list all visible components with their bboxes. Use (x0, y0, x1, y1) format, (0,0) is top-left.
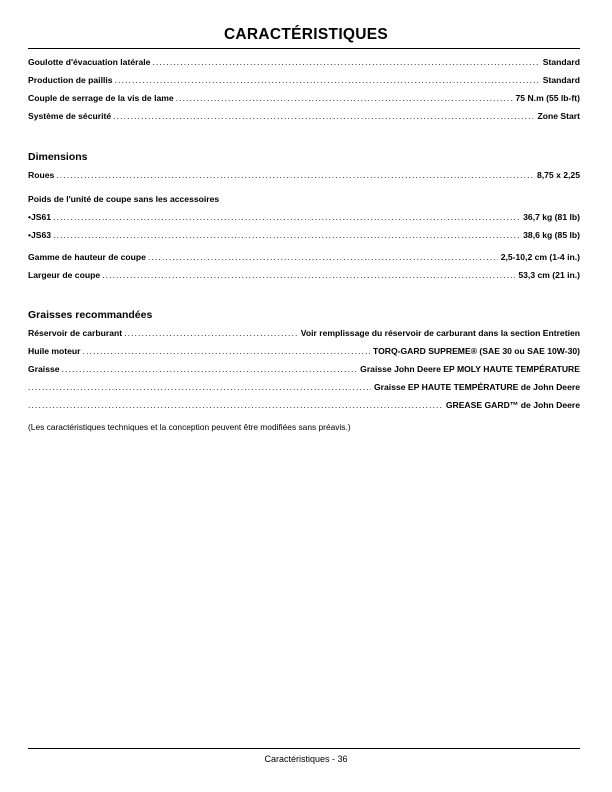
spec-label: Goulotte d'évacuation latérale (28, 57, 151, 67)
spec-row (28, 89, 580, 107)
spec-label: Gamme de hauteur de coupe (28, 252, 146, 262)
spec-label: Roues (28, 170, 55, 180)
spec-row (28, 324, 580, 342)
disclaimer-note: (Les caractéristiques techniques et la conception peuvent être modifiées sans préavis.) (28, 422, 351, 432)
spec-value: GREASE GARD™ de John Deere (445, 400, 580, 410)
greases-section (28, 306, 580, 414)
spec-value: Standard (542, 57, 580, 67)
leader-dots (102, 266, 515, 284)
leader-dots (152, 53, 539, 71)
spec-label: Réservoir de carburant (28, 328, 123, 338)
leader-dots (56, 166, 534, 184)
spec-value: 8,75 x 2,25 (536, 170, 580, 180)
title-divider (28, 48, 580, 49)
spec-row (28, 378, 580, 396)
leader-dots (148, 248, 498, 266)
leader-dots (53, 226, 520, 244)
spec-value: 53,3 cm (21 in.) (518, 270, 580, 280)
spec-label: Couple de serrage de la vis de lame (28, 93, 174, 103)
spec-row (28, 71, 580, 89)
spec-row (28, 208, 580, 226)
leader-dots (53, 208, 520, 226)
spec-label: Graisse (28, 364, 60, 374)
spec-label: Largeur de coupe (28, 270, 101, 280)
spec-value: Graisse John Deere EP MOLY HAUTE TEMPÉRATURE (360, 364, 580, 374)
spec-value: Zone Start (537, 111, 580, 121)
spec-row (28, 342, 580, 360)
footer-divider (28, 748, 580, 749)
section-heading-greases: Graisses recommandées (28, 309, 153, 321)
leader-dots (28, 396, 443, 414)
spec-value: TORQ-GARD SUPREME® (SAE 30 ou SAE 10W-30) (372, 346, 580, 356)
spec-row (28, 396, 580, 414)
spec-value: Voir remplissage du réservoir de carburant dans la section Entretien (300, 328, 580, 338)
spec-label: •JS63 (28, 230, 52, 240)
spec-row (28, 107, 580, 125)
leader-dots (113, 107, 534, 125)
spec-row (28, 166, 580, 184)
spec-value: Graisse EP HAUTE TEMPÉRATURE de John Deere (374, 382, 580, 392)
spec-value: Standard (542, 75, 580, 85)
general-specs (28, 53, 580, 125)
page-footer: Caractéristiques - 36 (264, 754, 348, 764)
leader-dots (124, 324, 298, 342)
leader-dots (62, 360, 358, 378)
spec-value: 2,5-10,2 cm (1-4 in.) (500, 252, 580, 262)
spec-value: 36,7 kg (81 lb) (523, 212, 580, 222)
spec-row (28, 53, 580, 71)
dimensions-section (28, 148, 580, 284)
leader-dots (28, 378, 371, 396)
spec-label: •JS61 (28, 212, 52, 222)
spec-row (28, 360, 580, 378)
weight-subheading: Poids de l'unité de coupe sans les accessoires (28, 194, 220, 204)
leader-dots (83, 342, 370, 360)
spec-row (28, 266, 580, 284)
spec-label: Système de sécurité (28, 111, 112, 121)
leader-dots (115, 71, 540, 89)
section-heading-dimensions: Dimensions (28, 151, 88, 163)
leader-dots (176, 89, 513, 107)
spec-label: Production de paillis (28, 75, 113, 85)
spec-value: 38,6 kg (85 lb) (523, 230, 580, 240)
spec-label: Huile moteur (28, 346, 81, 356)
spec-row (28, 248, 580, 266)
spec-row (28, 226, 580, 244)
spec-value: 75 N.m (55 lb-ft) (515, 93, 580, 103)
page-title: CARACTÉRISTIQUES (223, 26, 389, 43)
